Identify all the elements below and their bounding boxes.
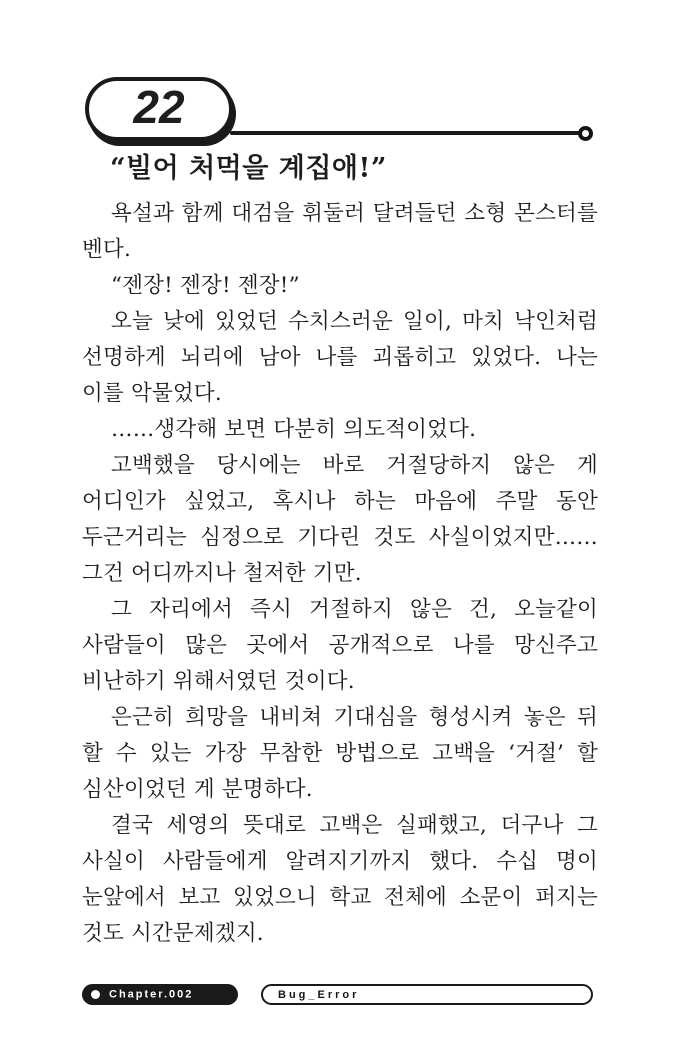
paragraph: 그 자리에서 즉시 거절하지 않은 건, 오늘같이 사람들이 많은 곳에서 공개적으로 나를 망신주고 비난하기 위해서였던 것이다.	[82, 597, 598, 694]
page-number-badge	[85, 77, 233, 141]
footer-dot-icon	[91, 990, 100, 999]
header-rule-line	[230, 131, 582, 135]
paragraph: 고백했을 당시에는 바로 거절당하지 않은 게 어디인가 싶었고, 혹시나 하는 마음에 주말 동안 두근거리는 심정으로 기다린 것도 사실이었지만…… 그건 어디까지나 철저한 기만.	[82, 453, 598, 586]
paragraph: 은근히 희망을 내비쳐 기대심을 형성시켜 놓은 뒤 할 수 있는 가장 무참한 방법으로 고백을 ‘거절’ 할 심산이었던 게 분명하다.	[82, 705, 598, 802]
footer-chapter-pill	[82, 984, 238, 1005]
paragraph: 결국 세영의 뜻대로 고백은 실패했고, 더구나 그 사실이 사람들에게 알려지기까지 했다. 수십 명이 눈앞에서 보고 있었으니 학교 전체에 소문이 퍼지는 것도 시간문제겠지.	[82, 813, 598, 946]
footer-section-label: Bug_Error	[278, 988, 360, 1001]
paragraph: “젠장! 젠장! 젠장!”	[111, 273, 300, 298]
page-text-body	[82, 150, 598, 952]
footer-section-pill	[261, 984, 593, 1005]
footer-chapter-label: Chapter.002	[109, 988, 194, 1000]
paragraph: 오늘 낮에 있었던 수치스러운 일이, 마치 낙인처럼 선명하게 뇌리에 남아 나를 괴롭히고 있었다. 나는 이를 악물었다.	[82, 309, 598, 406]
page-number: 22	[133, 81, 185, 133]
lead-quote: “빌어 처먹을 계집애!”	[110, 153, 387, 184]
paragraph: 욕설과 함께 대검을 휘둘러 달려들던 소형 몬스터를 벤다.	[82, 201, 598, 262]
header-ring-icon	[578, 126, 593, 141]
paragraph: ……생각해 보면 다분히 의도적이었다.	[111, 417, 477, 442]
